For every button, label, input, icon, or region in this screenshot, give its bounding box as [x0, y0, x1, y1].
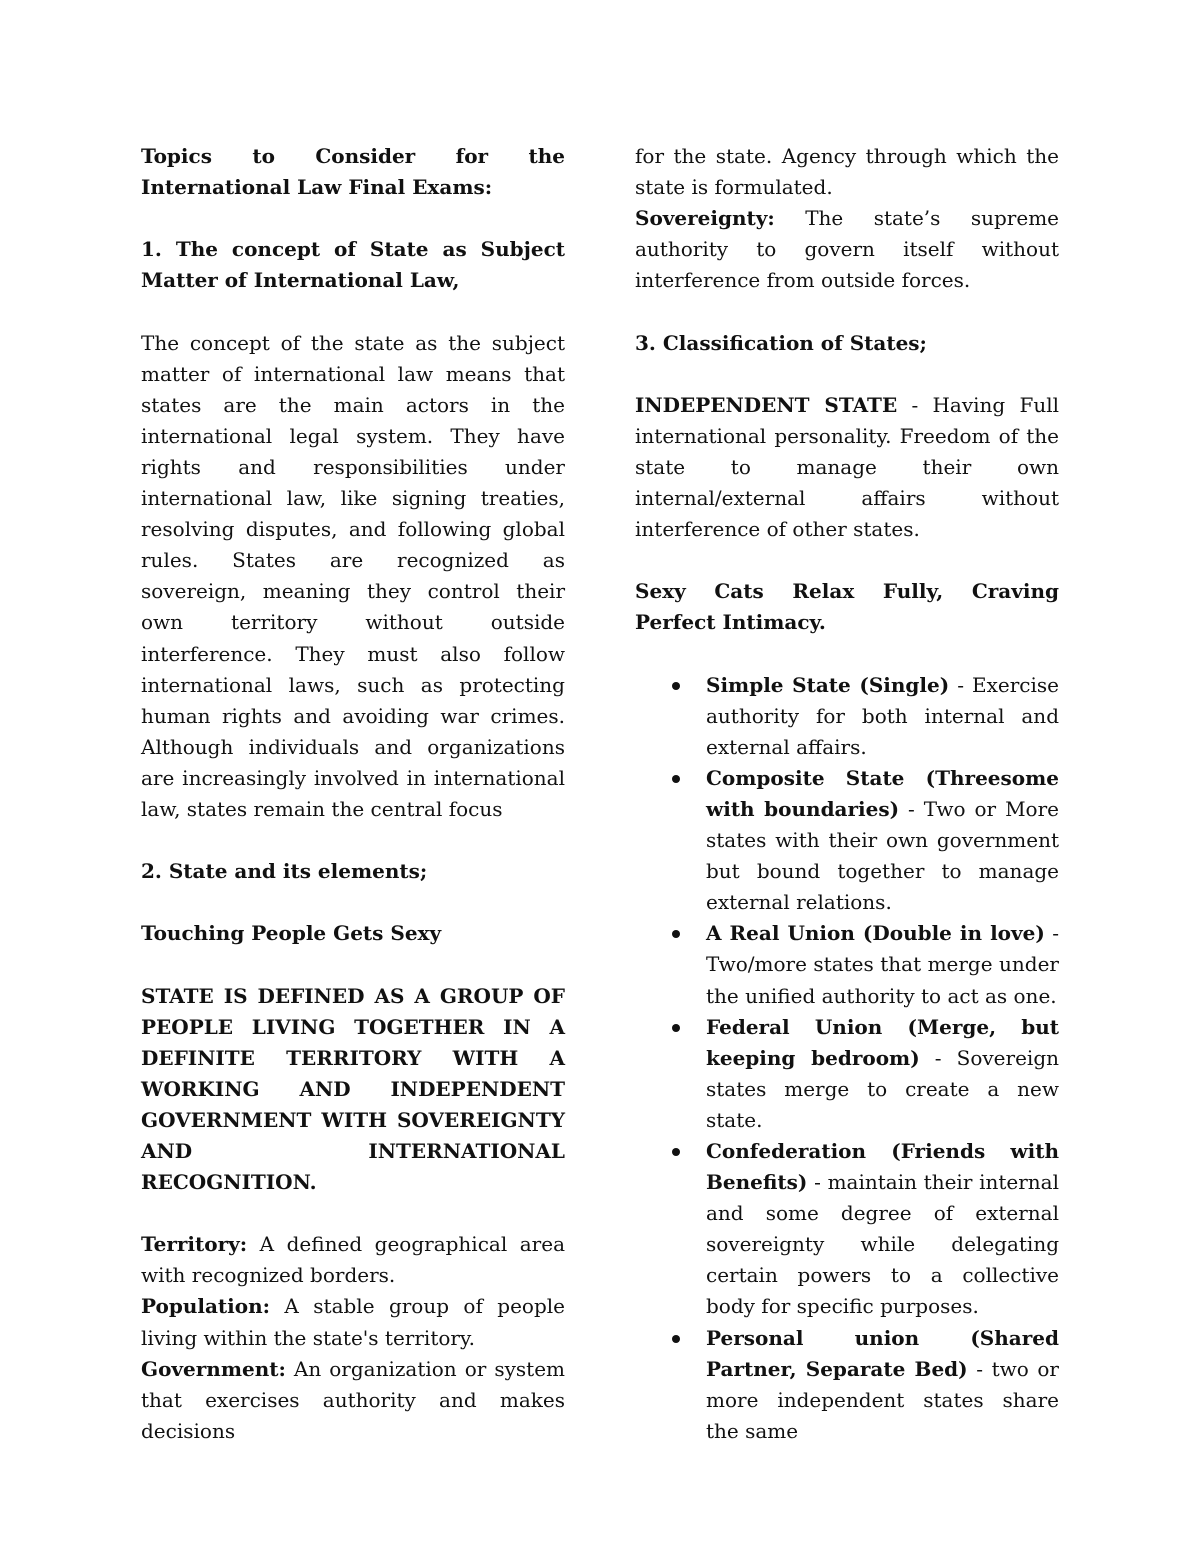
classification-term: A Real Union (Double in love) — [706, 921, 1045, 946]
list-item — [635, 1136, 1059, 1323]
left-column — [141, 141, 565, 1447]
element-term: Population: — [141, 1294, 271, 1319]
bullet-icon — [672, 930, 680, 938]
elements-mnemonic: Touching People Gets Sexy — [141, 921, 442, 946]
right-column — [635, 141, 1059, 1447]
classification-list — [635, 670, 1059, 1447]
list-item — [635, 763, 1059, 918]
element-text: A stable group of people living within the state's territory. — [141, 1294, 565, 1350]
list-item — [635, 1012, 1059, 1136]
classification-text: - Two/more states that merge under the unified authority to act as one. — [706, 921, 1059, 1008]
element-term: Sovereignty: — [635, 206, 775, 231]
bullet-icon — [672, 1335, 680, 1343]
independent-state-term: INDEPENDENT STATE — [635, 392, 898, 417]
section-3-heading: 3. Classification of States; — [635, 330, 927, 355]
element-government — [141, 1354, 565, 1447]
section-2-heading: 2. State and its elements; — [141, 859, 428, 884]
element-text: The state’s supreme authority to govern itself without interference from outside forces. — [635, 206, 1059, 293]
section-1-body: The concept of the state as the subject matter of international law means that states are the main actors in the international legal system. They have rights and responsibilities under international law, like signing treaties, resolving disputes, and following global rules. States are recognized as sovereign, meaning they control their own territory without outside interference. They must also follow international laws, such as protecting human rights and avoiding war crimes. Although individuals and organizations are increasingly involved in international law, states remain the central focus — [141, 330, 565, 821]
bullet-icon — [672, 775, 680, 783]
element-text: A defined geographical area with recognized borders. — [141, 1232, 565, 1288]
list-item — [635, 918, 1059, 1011]
classification-term: Personal union (Shared Partner, Separate Bed) — [706, 1325, 1059, 1381]
classification-term: Simple State (Single) — [706, 672, 950, 697]
classification-term: Federal Union (Merge, but keeping bedroom) — [706, 1014, 1059, 1070]
independent-state-paragraph — [635, 390, 1059, 545]
classification-text: - Sovereign states merge to create a new state. — [706, 1045, 1059, 1132]
government-continuation: for the state. Agency through which the state is formulated. — [635, 144, 1059, 200]
classification-term: Confederation (Friends with Benefits) — [706, 1139, 1059, 1195]
element-population — [141, 1291, 565, 1353]
state-definition: STATE IS DEFINED AS A GROUP OF PEOPLE LIVING TOGETHER IN A DEFINITE TERRITORY WITH A WORKING AND INDEPENDENT GOVERNMENT WITH SOVEREIGNTY AND INTERNATIONAL RECOGNITION. — [141, 983, 565, 1195]
bullet-icon — [672, 682, 680, 690]
bullet-icon — [672, 1024, 680, 1032]
element-sovereignty — [635, 203, 1059, 296]
element-term: Territory: — [141, 1232, 248, 1257]
independent-state-text: - Having Full international personality. Freedom of the state to manage their own internal/external affairs without interference of other states. — [635, 392, 1059, 542]
classification-text: - Exercise authority for both internal and external affairs. — [706, 672, 1059, 759]
classification-term: Composite State (Threesome with boundaries) — [706, 765, 1059, 821]
classification-text: - two or more independent states share the same — [706, 1356, 1059, 1443]
bullet-icon — [672, 1148, 680, 1156]
classification-text: - Two or More states with their own government but bound together to manage external relations. — [706, 796, 1059, 915]
list-item — [635, 1323, 1059, 1447]
section-1-heading: 1. The concept of State as Subject Matter of International Law, — [141, 237, 565, 293]
document-title: Topics to Consider for the International Law Final Exams: — [141, 144, 565, 200]
classification-text: - maintain their internal and some degree of external sovereignty while delegating certain powers to a collective body for specific purposes. — [706, 1170, 1059, 1319]
list-item — [635, 670, 1059, 763]
classification-mnemonic: Sexy Cats Relax Fully, Craving Perfect Intimacy. — [635, 579, 1059, 635]
element-term: Government: — [141, 1356, 286, 1381]
element-territory — [141, 1229, 565, 1291]
element-text: An organization or system that exercises authority and makes decisions — [141, 1356, 565, 1443]
